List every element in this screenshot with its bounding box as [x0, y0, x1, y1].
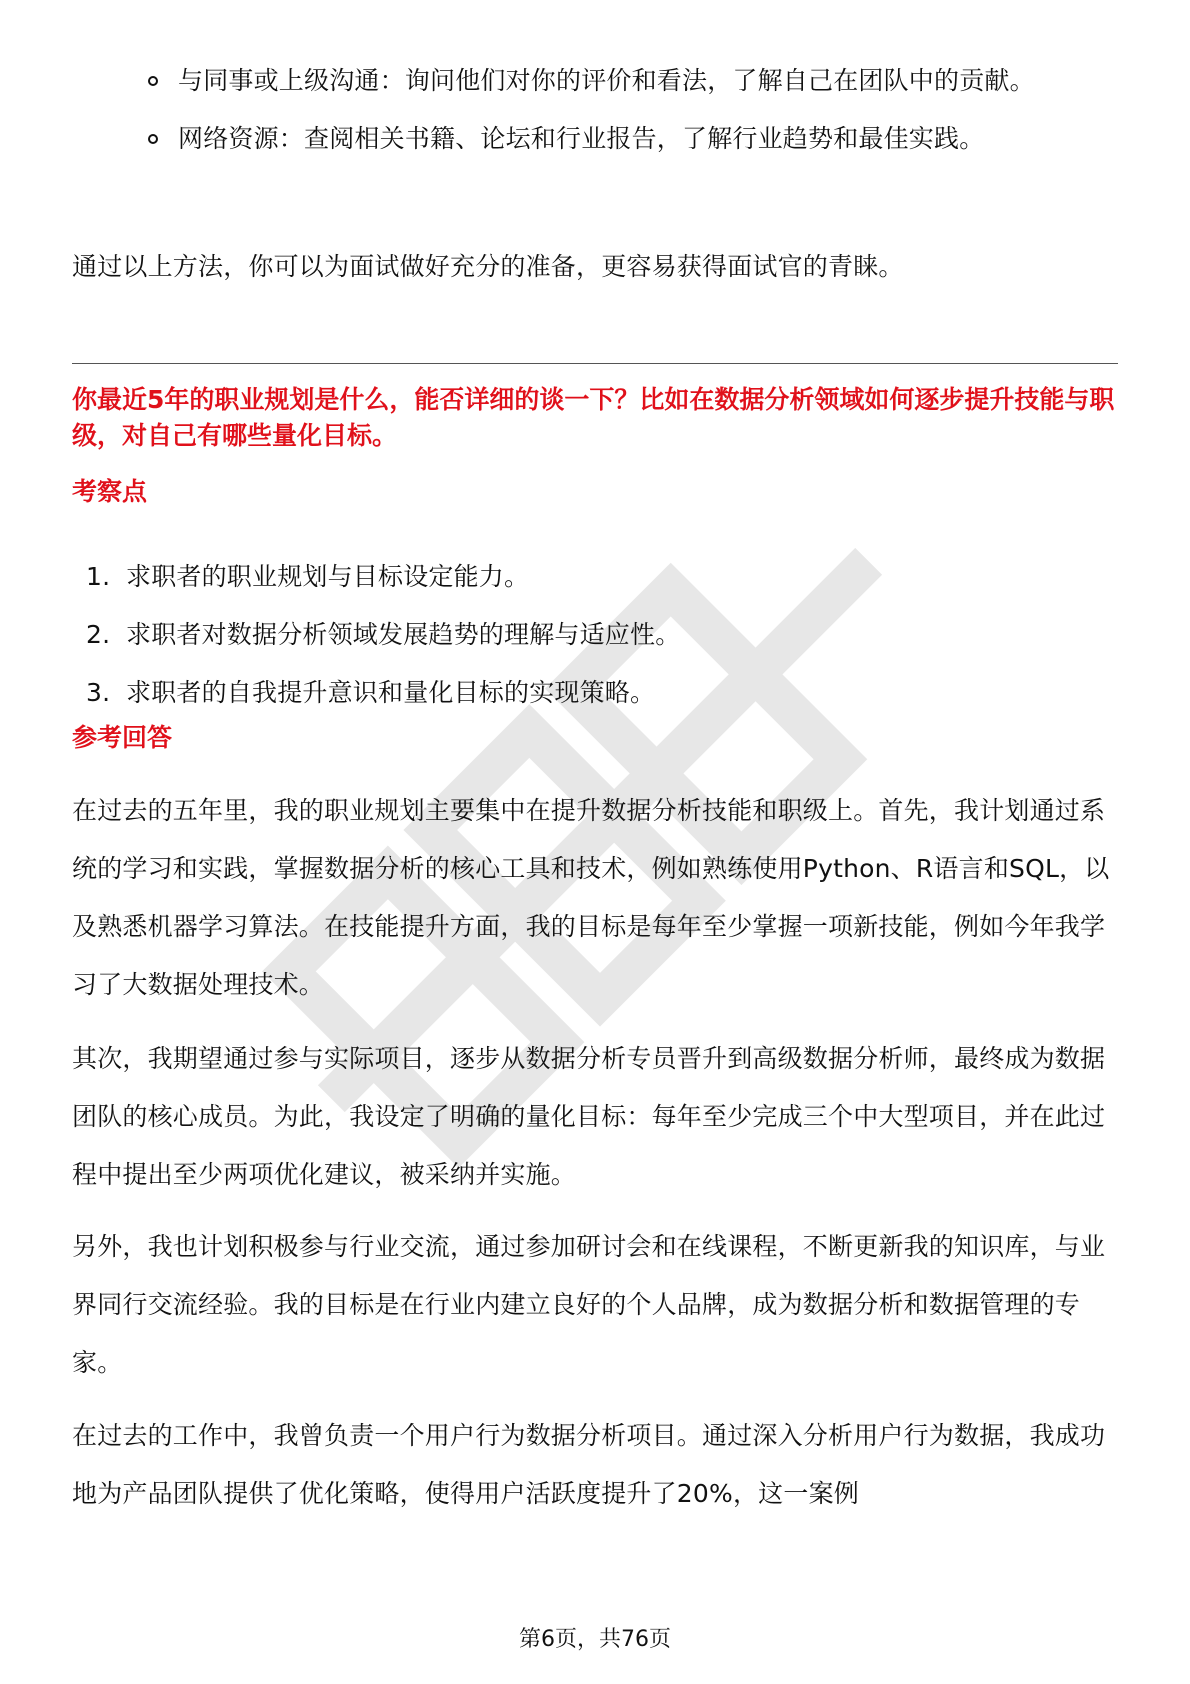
- list-item: [86, 606, 680, 664]
- answer-paragraph: 另外，我也计划积极参与行业交流，通过参加研讨会和在线课程，不断更新我的知识库，与业界同行交流经验。我的目标是在行业内建立良好的个人品牌，成为数据分析和数据管理的专家。: [72, 1232, 1106, 1377]
- answer-heading: 参考回答: [72, 723, 173, 752]
- list-item: [148, 52, 1108, 110]
- exam-points-list: [86, 548, 680, 722]
- list-item: [86, 548, 680, 606]
- answer-paragraph: 在过去的五年里，我的职业规划主要集中在提升数据分析技能和职级上。首先，我计划通过系统的学习和实践，掌握数据分析的核心工具和技术，例如熟练使用Python、R语言和SQL，以及熟悉机器学习算法。在技能提升方面，我的目标是每年至少掌握一项新技能，例如今年我学习了大数据处理技术。: [72, 796, 1110, 999]
- answer-paragraph: 其次，我期望通过参与实际项目，逐步从数据分析专员晋升到高级数据分析师，最终成为数据团队的核心成员。为此，我设定了明确的量化目标：每年至少完成三个中大型项目，并在此过程中提出至少两项优化建议，被采纳并实施。: [72, 1044, 1106, 1189]
- bullet-list: [148, 52, 1108, 168]
- exam-points-heading: 考察点: [72, 477, 148, 506]
- page-footer: 第6页，共76页: [519, 1627, 671, 1652]
- list-index: 3.: [86, 678, 111, 707]
- bullet-circle-icon: [148, 76, 158, 86]
- summary-paragraph: 通过以上方法，你可以为面试做好充分的准备，更容易获得面试官的青睐。: [72, 252, 904, 281]
- divider: [72, 363, 1118, 364]
- question-title: 你最近5年的职业规划是什么，能否详细的谈一下？比如在数据分析领域如何逐步提升技能与职级，对自己有哪些量化目标。: [72, 385, 1115, 450]
- list-item: [148, 110, 1108, 168]
- bullet-text: 网络资源：查阅相关书籍、论坛和行业报告，了解行业趋势和最佳实践。: [178, 124, 985, 153]
- bullet-text: 与同事或上级沟通：询问他们对你的评价和看法，了解自己在团队中的贡献。: [178, 66, 1035, 95]
- list-text: 求职者对数据分析领域发展趋势的理解与适应性。: [126, 620, 681, 649]
- list-text: 求职者的职业规划与目标设定能力。: [126, 562, 530, 591]
- list-index: 2.: [86, 620, 111, 649]
- answer-paragraph: 在过去的工作中，我曾负责一个用户行为数据分析项目。通过深入分析用户行为数据，我成功地为产品团队提供了优化策略，使得用户活跃度提升了20%，这一案例: [72, 1421, 1106, 1508]
- bullet-circle-icon: [148, 134, 158, 144]
- list-item: [86, 664, 680, 722]
- list-index: 1.: [86, 562, 111, 591]
- list-text: 求职者的自我提升意识和量化目标的实现策略。: [126, 678, 656, 707]
